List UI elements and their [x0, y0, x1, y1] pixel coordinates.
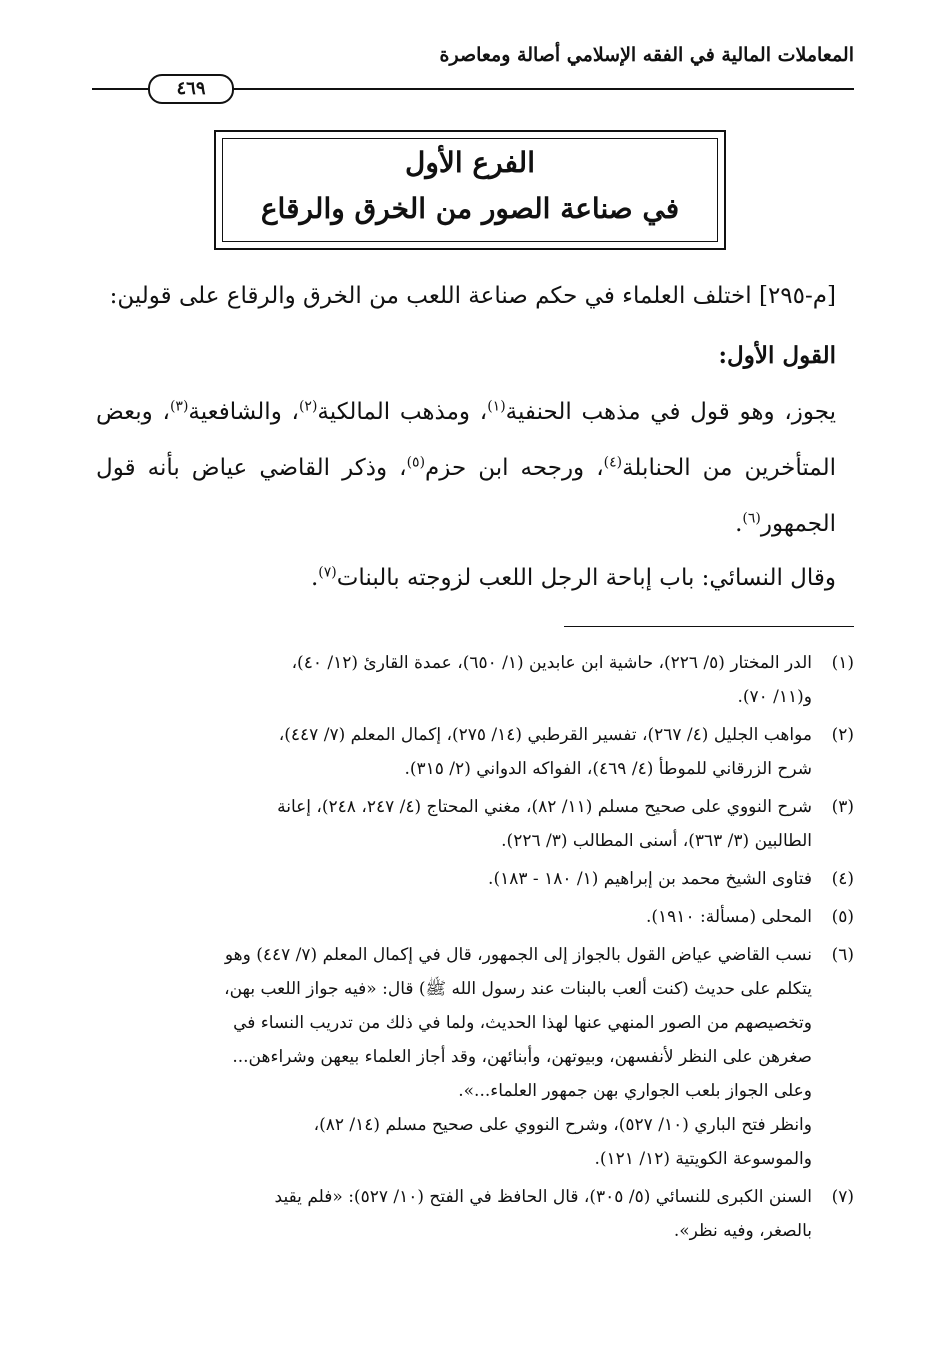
footnote-line: والموسوعة الكويتية (١٢/ ١٢١). [594, 1149, 812, 1169]
footnote-number: (٦) [831, 945, 854, 965]
footnote-6 [96, 938, 854, 1176]
footnote-number: (٥) [831, 907, 854, 927]
footnote-line: مواهب الجليل (٤/ ٢٦٧)، تفسير القرطبي (١٤/ ٢٧٥)، إكمال المعلم (٧/ ٤٤٧)، [278, 725, 812, 745]
footnotes [96, 646, 854, 1252]
p1-text-4: ، وبعض المتأخرين من الحنابلة [96, 399, 836, 481]
footnote-number: (٣) [831, 797, 854, 817]
footnote-1 [96, 646, 854, 714]
footnote-line: بالصغر، وفيه نظر». [673, 1221, 812, 1241]
intro-paragraph: [م-٢٩٥] اختلف العلماء في حكم صناعة اللعب من الخرق والرقاع على قولين: [109, 283, 836, 309]
footnote-2 [96, 718, 854, 786]
footnote-line: شرح النووي على صحيح مسلم (١١/ ٨٢)، مغني المحتاج (٤/ ٢٤٧، ٢٤٨)، إعانة [277, 797, 812, 817]
footnote-line: و(١١/ ٧٠). [737, 687, 812, 707]
footnote-7 [96, 1180, 854, 1248]
footnote-separator [564, 626, 854, 627]
page-number: ٤٦٩ [148, 74, 234, 104]
footnote-line: السنن الكبرى للنسائي (٥/ ٣٠٥)، قال الحافظ في الفتح (١٠/ ٥٢٧): «فلم يقيد [274, 1187, 812, 1207]
footnote-text [96, 718, 812, 786]
footnote-line: شرح الزرقاني للموطأ (٤/ ٤٦٩)، الفواكه الدواني (٢/ ٣١٥). [404, 759, 812, 779]
footnote-ref-2[interactable]: (٢) [298, 398, 318, 415]
footnote-line: وانظر فتح الباري (١٠/ ٥٢٧)، وشرح النووي على صحيح مسلم (١٤/ ٨٢)، [313, 1115, 812, 1135]
p1-text-1: يجوز، وهو قول في مذهب الحنفية [505, 399, 836, 425]
first-opinion-heading: القول الأول: [718, 342, 836, 369]
footnote-line: يتكلم على حديث (كنت ألعب بالبنات عند رسول الله ﷺ) قال: «فيه جواز اللعب بهن، [224, 979, 812, 999]
footnote-4 [96, 862, 854, 896]
p1-text-2: ، ومذهب المالكية [317, 399, 488, 425]
footnote-line: وتخصيصهم من الصور المنهي عنها لهذا الحديث، ولما في ذلك من تدريب النساء في [233, 1013, 812, 1033]
footnote-number: (١) [831, 653, 854, 673]
footnote-text [96, 900, 812, 934]
nasai-paragraph [96, 550, 836, 606]
p1-text-3: ، والشافعية [188, 399, 299, 425]
footnote-5 [96, 900, 854, 934]
footnote-line: وعلى الجواز بلعب الجواري بهن جمهور العلماء...». [458, 1081, 812, 1101]
section-title-line-1: الفرع الأول [405, 146, 535, 179]
p1-text-5: ، ورجحه ابن حزم [425, 455, 604, 481]
footnote-3 [96, 790, 854, 858]
footnote-line: المحلى (مسألة: ١٩١٠). [646, 907, 812, 927]
footnote-line: فتاوى الشيخ محمد بن إبراهيم (١/ ١٨٠ - ١٨٣). [488, 869, 812, 889]
running-title: المعاملات المالية في الفقه الإسلامي أصالة ومعاصرة [439, 44, 854, 66]
footnote-text [96, 862, 812, 896]
footnote-ref-3[interactable]: (٣) [169, 398, 189, 415]
footnote-number: (٢) [831, 725, 854, 745]
footnote-number: (٧) [831, 1187, 854, 1207]
footnote-number: (٤) [831, 869, 854, 889]
section-title-line-2: في صناعة الصور من الخرق والرقاع [260, 192, 680, 225]
footnote-ref-7[interactable]: (٧) [318, 564, 337, 581]
footnote-ref-4[interactable]: (٤) [603, 454, 623, 471]
footnote-ref-5[interactable]: (٥) [406, 454, 426, 471]
p1-text-7: . [735, 511, 743, 537]
section-title-frame [214, 130, 726, 250]
footnote-ref-6[interactable]: (٦) [742, 510, 761, 527]
footnote-line: صغرهن على النظر لأنفسهن، وبيوتهن، وأبنائهن، وقد أجاز العلماء بيعهن وشراءهن... [232, 1047, 812, 1067]
footnote-ref-1[interactable]: (١) [487, 398, 506, 415]
footnote-line: الدر المختار (٥/ ٢٢٦)، حاشية ابن عابدين (١/ ٦٥٠)، عمدة القارئ (١٢/ ٤٠)، [291, 653, 812, 673]
p2-text-1: وقال النسائي: باب إباحة الرجل اللعب لزوجته بالبنات [336, 565, 836, 591]
p1-text-6: ، وذكر القاضي عياض بأنه قول الجمهور [96, 455, 836, 537]
p2-text-2: . [310, 565, 319, 591]
footnote-line: نسب القاضي عياض القول بالجواز إلى الجمهور، قال في إكمال المعلم (٧/ ٤٤٧) وهو [224, 945, 812, 965]
footnote-line: الطالبين (٣/ ٣٦٣)، أسنى المطالب (٣/ ٢٢٦). [501, 831, 812, 851]
footnote-text [96, 1180, 812, 1248]
first-opinion-paragraph [96, 384, 836, 552]
footnote-text [96, 790, 812, 858]
footnote-text [96, 646, 812, 714]
footnote-text [96, 938, 812, 1176]
